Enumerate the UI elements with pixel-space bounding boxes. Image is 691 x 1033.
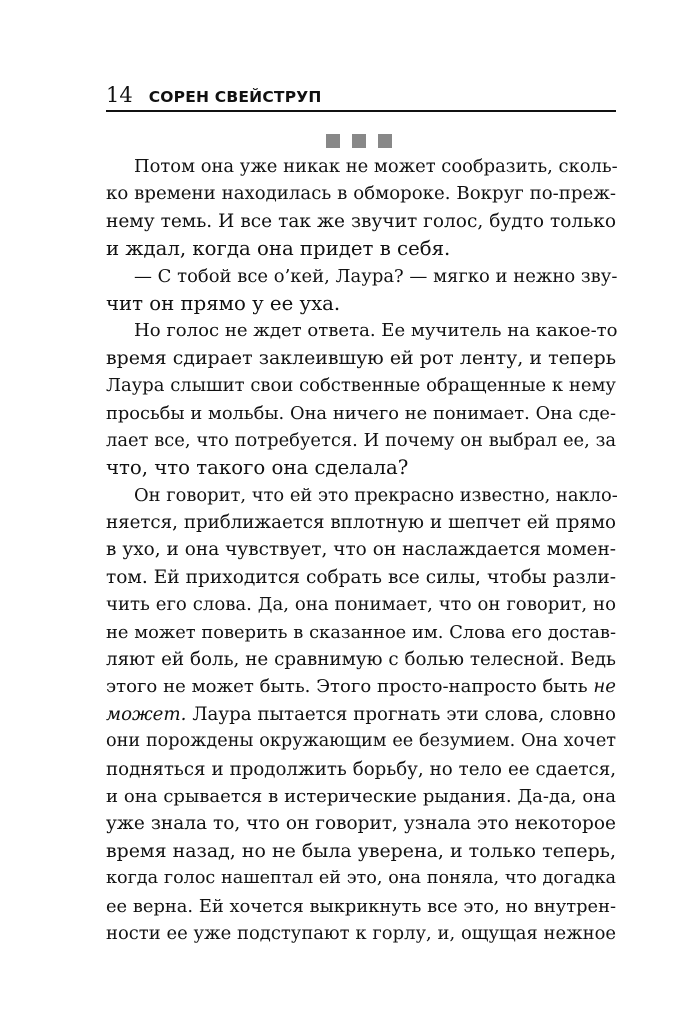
text-line: и ждал, когда она придет в себя. (106, 237, 451, 261)
text-line: том. Ей приходится собрать все силы, чтобы разли- (106, 566, 616, 588)
running-header (106, 84, 616, 112)
text-line: чить его слова. Да, она понимает, что он говорит, но (106, 594, 616, 616)
section-divider (326, 134, 392, 148)
page-number: 14 (106, 83, 133, 107)
text-line: и она срывается в истерические рыдания. Да-да, она (106, 785, 616, 807)
text-line: ляют ей боль, не сравнимую с болью телесной. Ведь (106, 649, 616, 671)
text-line (106, 701, 616, 728)
text-line: время назад, но не была уверена, и только теперь, (106, 839, 616, 862)
text-segment: Лаура пытается прогнать эти слова, словно (192, 703, 616, 725)
text-line: чит он прямо у ее уха. (106, 291, 341, 315)
text-line: Потом она уже никак не может сообразить, сколь- (134, 156, 618, 177)
text-line: няется, приближается вплотную и шепчет ей прямо (106, 512, 616, 534)
text-line: они порождены окружающим ее безумием. Она хочет (106, 731, 616, 752)
divider-square (326, 134, 340, 148)
text-line: — С тобой все о’кей, Лаура? — мягко и нежно зву- (134, 265, 618, 287)
text-segment: этого не может быть. Этого просто-напросто быть (106, 676, 588, 698)
text-line: Он говорит, что ей это прекрасно известно, накло- (134, 484, 618, 506)
text-line: когда голос нашептал ей это, она поняла, что догадка (106, 868, 616, 889)
divider-square (378, 134, 392, 148)
text-line: время сдирает заклеившую ей рот ленту, и теперь (106, 346, 616, 369)
text-line: в ухо, и она чувствует, что он наслаждается момен- (106, 539, 616, 561)
text-line: ко времени находилась в обмороке. Вокруг по-преж- (106, 183, 616, 205)
divider-square (352, 134, 366, 148)
body-text (106, 153, 616, 947)
text-line: уже знала то, что он говорит, узнала это некоторое (106, 813, 616, 835)
text-line: нему темь. И все так же звучит голос, будто только (106, 210, 616, 232)
text-line: ее верна. Ей хочется выкрикнуть все это, но внутрен- (106, 895, 616, 917)
text-line: Но голос не ждет ответа. Ее мучитель на какое-то (134, 320, 618, 342)
text-line: ности ее уже подступают к горлу, и, ощущая нежное (106, 922, 616, 944)
text-line: подняться и продолжить борьбу, но тело ее сдается, (106, 758, 616, 780)
text-line (106, 673, 616, 700)
italic-text: не (593, 676, 616, 698)
text-line: лает все, что потребуется. И почему он выбрал ее, за (106, 429, 616, 451)
italic-text: может. (106, 703, 187, 725)
text-line: что, что такого она сделала? (106, 456, 409, 480)
text-line: не может поверить в сказанное им. Слова его достав- (106, 621, 616, 643)
text-line: Лаура слышит свои собственные обращенные к нему (106, 375, 616, 397)
author-running-head: СОРЕН СВЕЙСТРУП (148, 88, 322, 106)
text-line: просьбы и мольбы. Она ничего не понимает. Она сде- (106, 402, 616, 424)
